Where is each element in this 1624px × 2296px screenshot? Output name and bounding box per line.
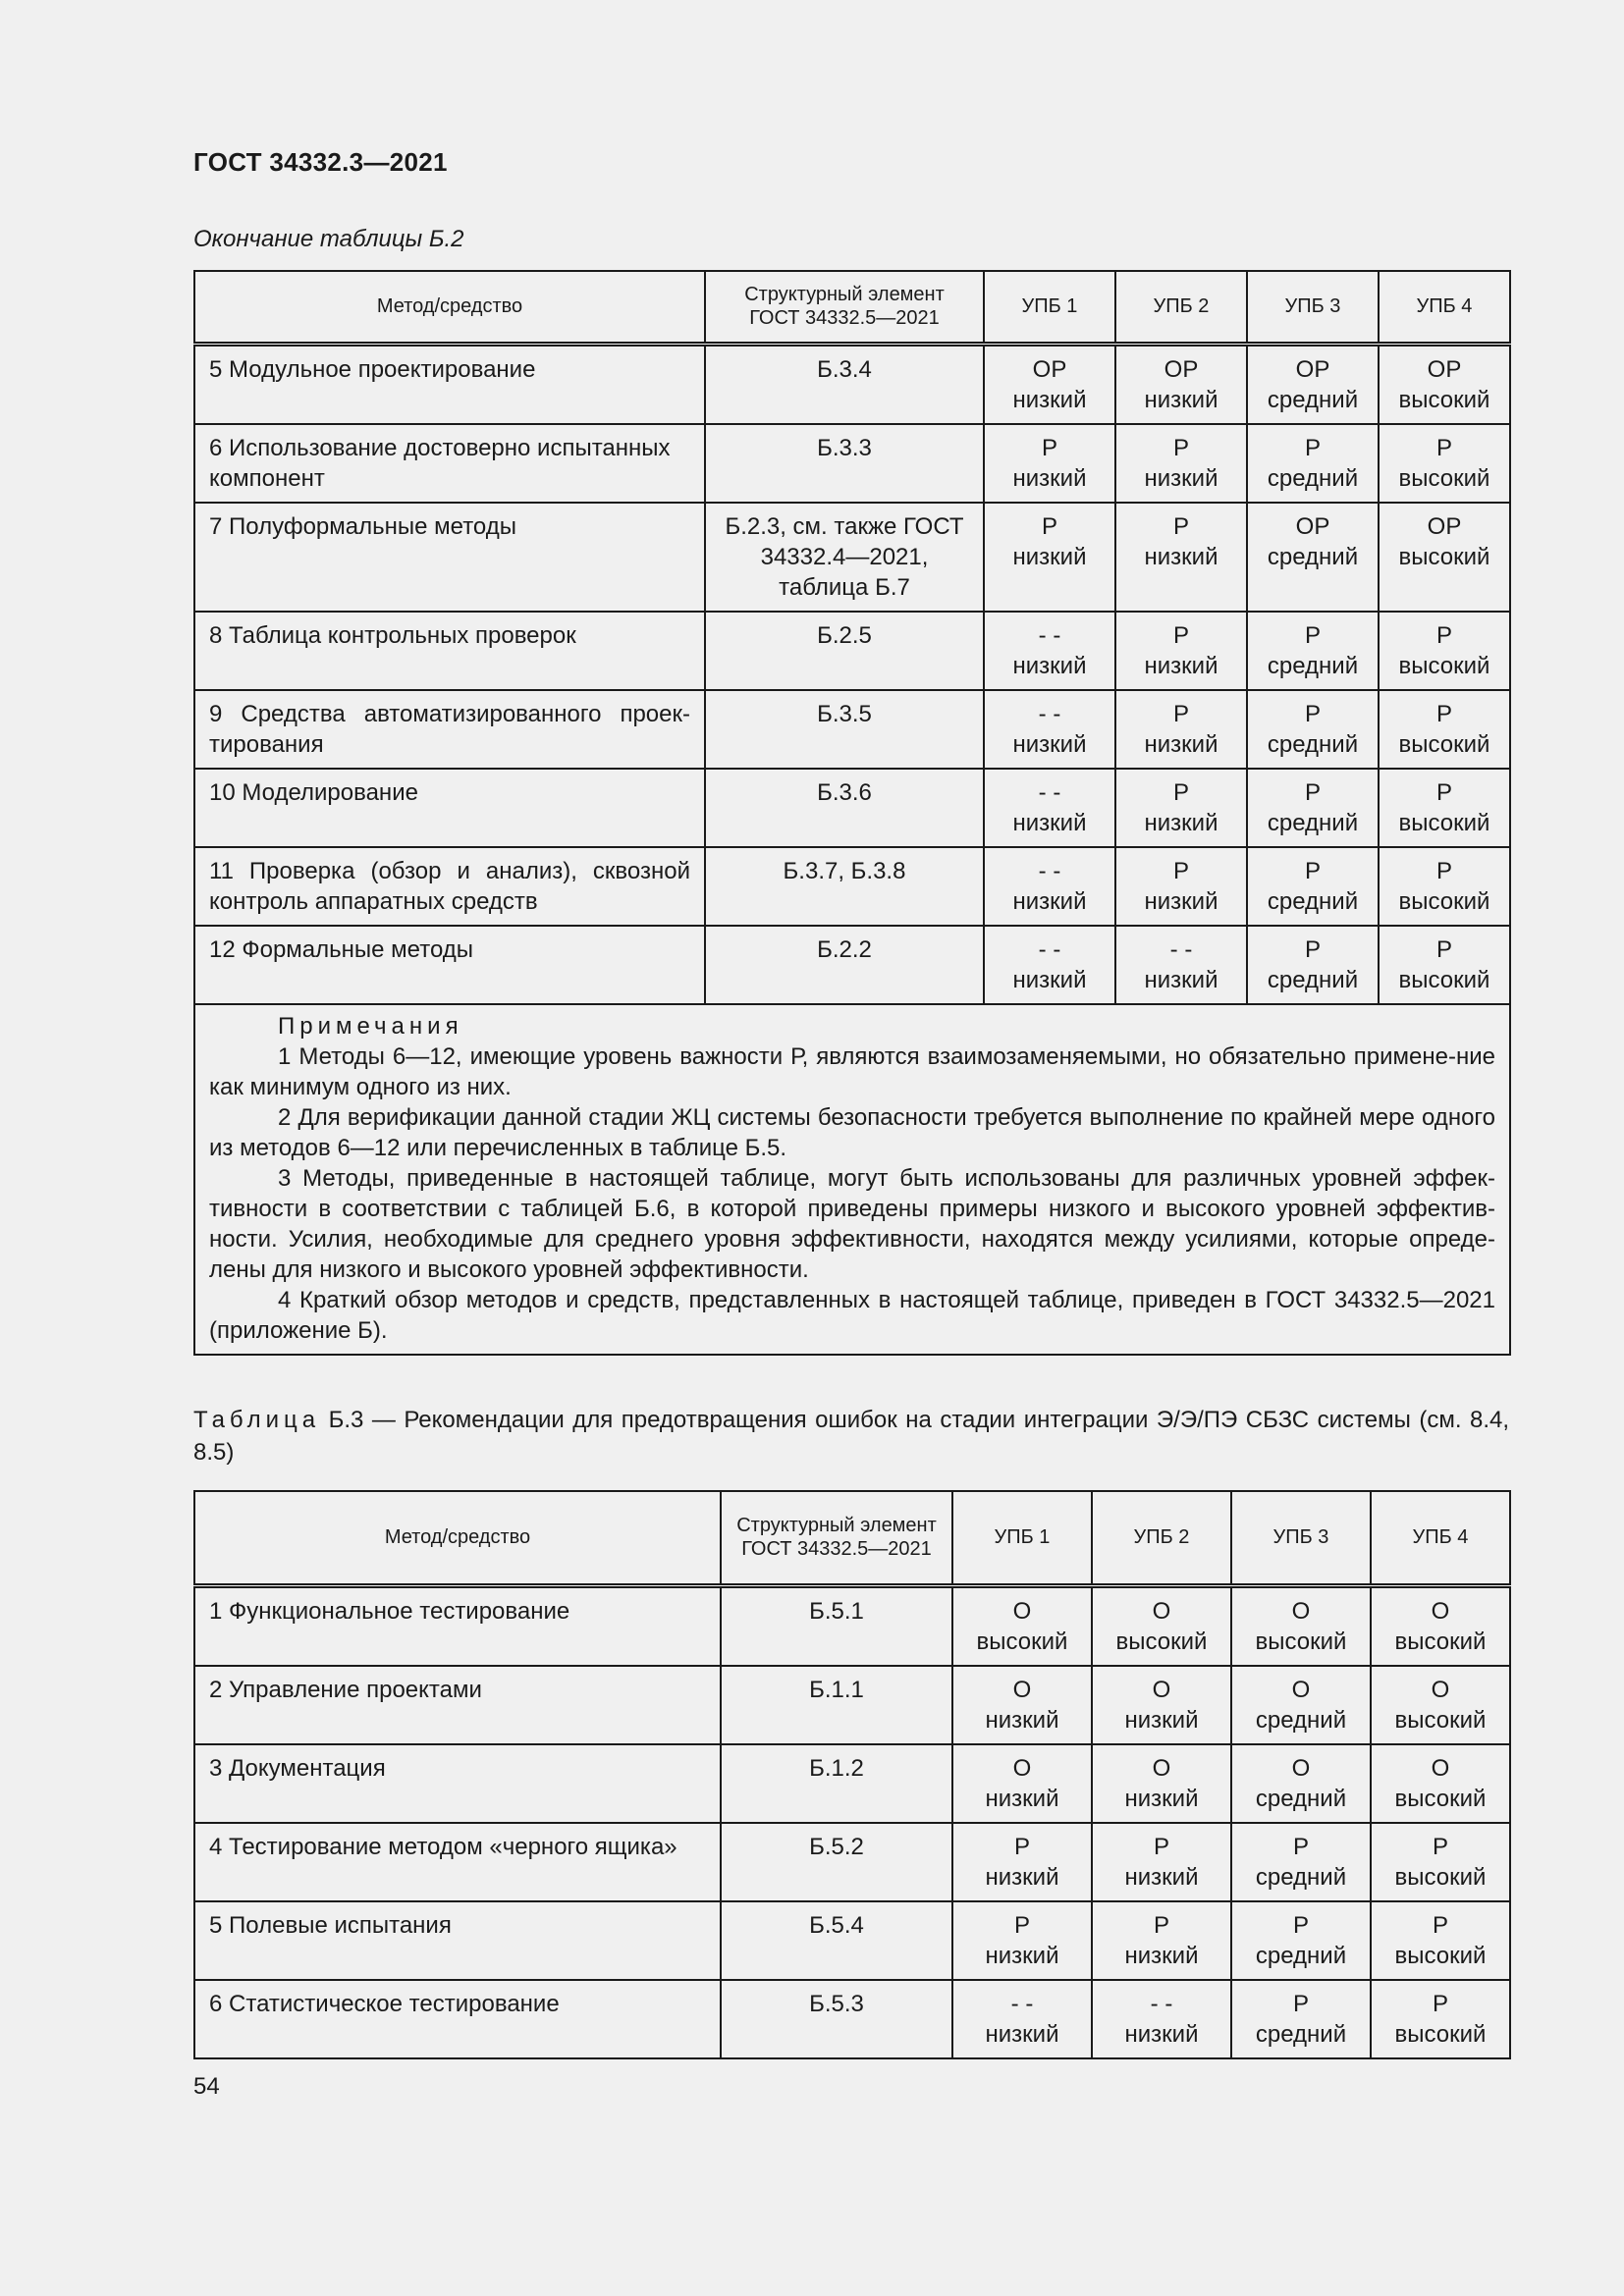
table-row: [194, 1666, 1510, 1744]
upb2-cell: [1115, 344, 1247, 424]
importance-level: Р: [1172, 700, 1189, 727]
upb3-cell: [1247, 503, 1379, 612]
importance-level: О: [1431, 1676, 1450, 1703]
upb2-cell: [1115, 847, 1247, 926]
upb1-cell: [984, 690, 1115, 769]
importance-level: О: [1291, 1597, 1311, 1625]
upb4-cell: [1379, 690, 1510, 769]
efficiency-level: высокий: [1394, 1706, 1487, 1734]
notes-row: [194, 1004, 1510, 1355]
upb2-cell: [1092, 1980, 1231, 2058]
upb2-cell: [1092, 1585, 1231, 1666]
upb4-cell: [1371, 1980, 1510, 2058]
efficiency-level: низкий: [985, 2020, 1059, 2048]
importance-level: Р: [1435, 700, 1452, 727]
efficiency-level: высокий: [1394, 1942, 1487, 1969]
upb2-cell: [1115, 690, 1247, 769]
note-item: 2 Для верификации данной стадии ЖЦ системы безопасности требуется выполнение по крайней мере одного из методов 6—12 или перечисленных в таблице Б.5.: [209, 1103, 1495, 1161]
importance-level: Р: [1435, 434, 1452, 461]
table-row: [194, 612, 1510, 690]
element-cell: Б.2.2: [705, 926, 984, 1004]
upb1-cell: [984, 926, 1115, 1004]
efficiency-level: высокий: [1398, 730, 1490, 758]
method-cell: 6 Использование достоверно испытанных компонент: [194, 424, 705, 503]
efficiency-level: высокий: [1394, 1628, 1487, 1655]
importance-level: - -: [1038, 778, 1061, 806]
upb4-cell: [1379, 769, 1510, 847]
upb3-cell: [1231, 1666, 1371, 1744]
efficiency-level: средний: [1255, 1706, 1347, 1734]
column-header-upb1: УПБ 1: [984, 271, 1115, 344]
importance-level: Р: [1304, 778, 1321, 806]
efficiency-level: низкий: [1124, 1706, 1199, 1734]
efficiency-level: средний: [1267, 543, 1359, 570]
upb3-cell: [1231, 1585, 1371, 1666]
efficiency-level: низкий: [1124, 1942, 1199, 1969]
upb1-cell: [952, 1585, 1092, 1666]
method-cell: 5 Полевые испытания: [194, 1901, 721, 1980]
upb1-cell: [984, 344, 1115, 424]
efficiency-level: средний: [1267, 887, 1359, 915]
importance-level: Р: [1304, 434, 1321, 461]
table-row: [194, 424, 1510, 503]
efficiency-level: высокий: [1398, 464, 1490, 492]
table-row: [194, 1585, 1510, 1666]
efficiency-level: средний: [1267, 464, 1359, 492]
efficiency-level: низкий: [985, 1863, 1059, 1891]
upb1-cell: [984, 424, 1115, 503]
column-header-method: Метод/средство: [194, 1491, 721, 1585]
importance-level: - -: [1038, 935, 1061, 963]
element-cell: Б.3.4: [705, 344, 984, 424]
upb4-cell: [1371, 1901, 1510, 1980]
importance-level: - -: [1010, 1990, 1034, 2017]
notes-cell: [194, 1004, 1510, 1355]
efficiency-level: средний: [1255, 1785, 1347, 1812]
column-header-upb4: УПБ 4: [1379, 271, 1510, 344]
table-row: [194, 926, 1510, 1004]
element-cell: Б.5.3: [721, 1980, 952, 2058]
importance-level: Р: [1304, 935, 1321, 963]
upb3-cell: [1247, 690, 1379, 769]
importance-level: ОР: [1032, 355, 1067, 383]
method-cell: 7 Полуформальные методы: [194, 503, 705, 612]
efficiency-level: высокий: [1398, 809, 1490, 836]
column-header-element: Структурный элемент ГОСТ 34332.5—2021: [705, 271, 984, 344]
importance-level: Р: [1435, 857, 1452, 884]
table-caption-text: Б.3 — Рекомендации для предотвращения ошибок на стадии интеграции Э/Э/ПЭ СБЗС системы (см. 8.4, 8.5): [193, 1407, 1510, 1466]
efficiency-level: средний: [1267, 809, 1359, 836]
importance-level: ОР: [1295, 355, 1330, 383]
efficiency-level: низкий: [1012, 730, 1087, 758]
table-b3: [193, 1490, 1511, 2059]
table-row: [194, 1901, 1510, 1980]
importance-level: - -: [1038, 857, 1061, 884]
importance-level: Р: [1041, 512, 1057, 540]
note-item: 3 Методы, приведенные в настоящей таблице, могут быть использованы для различных уровней эффек-тивности в соответствии с таблицей Б.6, в которой приведены примеры низкого и высокого уровней эффектив-ности. Усилия, необходимые для среднего уровня эффективности, находятся между усилиями, которые опреде-лены для низкого и высокого уровней эффективности.: [209, 1164, 1495, 1283]
upb2-cell: [1115, 424, 1247, 503]
importance-level: ОР: [1427, 512, 1462, 540]
importance-level: ОР: [1295, 512, 1330, 540]
upb2-cell: [1115, 769, 1247, 847]
upb2-cell: [1092, 1823, 1231, 1901]
importance-level: Р: [1435, 935, 1452, 963]
upb4-cell: [1379, 926, 1510, 1004]
element-cell: Б.1.1: [721, 1666, 952, 1744]
importance-level: Р: [1432, 1911, 1448, 1939]
upb4-cell: [1379, 503, 1510, 612]
importance-level: Р: [1432, 1833, 1448, 1860]
efficiency-level: высокий: [1398, 386, 1490, 413]
method-cell: 4 Тестирование методом «черного ящика»: [194, 1823, 721, 1901]
upb4-cell: [1379, 344, 1510, 424]
efficiency-level: средний: [1267, 730, 1359, 758]
table-continuation-label: Окончание таблицы Б.2: [193, 226, 464, 252]
method-cell: 10 Моделирование: [194, 769, 705, 847]
efficiency-level: низкий: [1144, 652, 1218, 679]
efficiency-level: низкий: [1144, 730, 1218, 758]
efficiency-level: низкий: [1124, 1863, 1199, 1891]
upb1-cell: [952, 1744, 1092, 1823]
importance-level: Р: [1432, 1990, 1448, 2017]
upb2-cell: [1092, 1901, 1231, 1980]
element-cell: Б.3.7, Б.3.8: [705, 847, 984, 926]
efficiency-level: средний: [1267, 966, 1359, 993]
efficiency-level: низкий: [1124, 2020, 1199, 2048]
efficiency-level: низкий: [1144, 543, 1218, 570]
importance-level: Р: [1153, 1911, 1169, 1939]
efficiency-level: средний: [1255, 1863, 1347, 1891]
importance-level: Р: [1172, 434, 1189, 461]
element-cell: Б.2.5: [705, 612, 984, 690]
efficiency-level: низкий: [1012, 652, 1087, 679]
table-row: [194, 344, 1510, 424]
efficiency-level: низкий: [1144, 887, 1218, 915]
document-header: ГОСТ 34332.3—2021: [193, 147, 448, 177]
efficiency-level: низкий: [1012, 464, 1087, 492]
method-cell: 2 Управление проектами: [194, 1666, 721, 1744]
efficiency-level: высокий: [1398, 887, 1490, 915]
efficiency-level: низкий: [985, 1785, 1059, 1812]
note-item: 1 Методы 6—12, имеющие уровень важности Р, являются взаимозаменяемыми, но обязательно примене-ние как минимум одного из них.: [209, 1042, 1495, 1100]
importance-level: Р: [1304, 621, 1321, 649]
importance-level: О: [1152, 1676, 1171, 1703]
method-cell: 12 Формальные методы: [194, 926, 705, 1004]
table-row: [194, 1823, 1510, 1901]
table-row: [194, 1744, 1510, 1823]
column-header-upb1: УПБ 1: [952, 1491, 1092, 1585]
efficiency-level: высокий: [976, 1628, 1068, 1655]
upb1-cell: [984, 847, 1115, 926]
importance-level: Р: [1292, 1833, 1309, 1860]
table-row: [194, 503, 1510, 612]
efficiency-level: высокий: [1115, 1628, 1208, 1655]
method-cell: 9 Средства автоматизированного проек-тирования: [194, 690, 705, 769]
importance-level: О: [1431, 1754, 1450, 1782]
efficiency-level: высокий: [1255, 1628, 1347, 1655]
efficiency-level: низкий: [1012, 887, 1087, 915]
importance-level: - -: [1169, 935, 1193, 963]
upb4-cell: [1379, 612, 1510, 690]
table-row: [194, 1980, 1510, 2058]
method-cell: 6 Статистическое тестирование: [194, 1980, 721, 2058]
importance-level: Р: [1435, 778, 1452, 806]
importance-level: О: [1012, 1676, 1032, 1703]
upb1-cell: [984, 769, 1115, 847]
importance-level: Р: [1041, 434, 1057, 461]
importance-level: Р: [1172, 778, 1189, 806]
importance-level: Р: [1013, 1833, 1030, 1860]
element-cell: Б.3.6: [705, 769, 984, 847]
column-header-upb2: УПБ 2: [1092, 1491, 1231, 1585]
importance-level: О: [1152, 1754, 1171, 1782]
efficiency-level: низкий: [1144, 809, 1218, 836]
importance-level: О: [1291, 1676, 1311, 1703]
table-row: [194, 690, 1510, 769]
efficiency-level: высокий: [1394, 1863, 1487, 1891]
upb1-cell: [952, 1823, 1092, 1901]
importance-level: Р: [1304, 857, 1321, 884]
upb3-cell: [1247, 612, 1379, 690]
importance-level: ОР: [1427, 355, 1462, 383]
importance-level: Р: [1172, 857, 1189, 884]
element-cell: Б.3.5: [705, 690, 984, 769]
upb2-cell: [1092, 1666, 1231, 1744]
efficiency-level: низкий: [1012, 543, 1087, 570]
importance-level: О: [1012, 1597, 1032, 1625]
column-header-upb4: УПБ 4: [1371, 1491, 1510, 1585]
upb4-cell: [1371, 1666, 1510, 1744]
table-row: [194, 769, 1510, 847]
method-cell: 8 Таблица контрольных проверок: [194, 612, 705, 690]
method-cell: 3 Документация: [194, 1744, 721, 1823]
efficiency-level: низкий: [1144, 464, 1218, 492]
column-header-method: Метод/средство: [194, 271, 705, 344]
importance-level: О: [1431, 1597, 1450, 1625]
importance-level: Р: [1013, 1911, 1030, 1939]
column-header-upb2: УПБ 2: [1115, 271, 1247, 344]
upb2-cell: [1115, 612, 1247, 690]
upb4-cell: [1379, 424, 1510, 503]
element-cell: Б.1.2: [721, 1744, 952, 1823]
importance-level: - -: [1038, 621, 1061, 649]
upb3-cell: [1247, 926, 1379, 1004]
efficiency-level: высокий: [1398, 966, 1490, 993]
upb1-cell: [984, 503, 1115, 612]
column-header-upb3: УПБ 3: [1231, 1491, 1371, 1585]
method-cell: 11 Проверка (обзор и анализ), сквозной контроль аппаратных средств: [194, 847, 705, 926]
importance-level: Р: [1435, 621, 1452, 649]
upb2-cell: [1115, 503, 1247, 612]
note-item: 4 Краткий обзор методов и средств, представленных в настоящей таблице, приведен в ГОСТ 34332.5—2021 (приложение Б).: [209, 1286, 1495, 1344]
efficiency-level: низкий: [1012, 386, 1087, 413]
element-cell: Б.5.2: [721, 1823, 952, 1901]
upb3-cell: [1247, 769, 1379, 847]
efficiency-level: низкий: [1144, 966, 1218, 993]
efficiency-level: низкий: [985, 1706, 1059, 1734]
upb1-cell: [952, 1901, 1092, 1980]
importance-level: - -: [1150, 1990, 1173, 2017]
column-header-element: Структурный элемент ГОСТ 34332.5—2021: [721, 1491, 952, 1585]
efficiency-level: высокий: [1394, 1785, 1487, 1812]
importance-level: Р: [1172, 621, 1189, 649]
upb4-cell: [1371, 1585, 1510, 1666]
importance-level: О: [1291, 1754, 1311, 1782]
table-caption-label: Таблица: [193, 1407, 321, 1433]
method-cell: 5 Модульное проектирование: [194, 344, 705, 424]
page-number: 54: [193, 2073, 220, 2100]
upb4-cell: [1379, 847, 1510, 926]
efficiency-level: средний: [1267, 386, 1359, 413]
upb3-cell: [1231, 1980, 1371, 2058]
notes-title: Примечания: [278, 1012, 463, 1040]
upb3-cell: [1247, 847, 1379, 926]
importance-level: ОР: [1164, 355, 1199, 383]
upb3-cell: [1231, 1744, 1371, 1823]
importance-level: Р: [1292, 1911, 1309, 1939]
upb2-cell: [1092, 1744, 1231, 1823]
table-b2: [193, 270, 1511, 1356]
upb3-cell: [1231, 1901, 1371, 1980]
method-cell: 1 Функциональное тестирование: [194, 1585, 721, 1666]
table-row: [194, 847, 1510, 926]
efficiency-level: средний: [1255, 2020, 1347, 2048]
importance-level: О: [1012, 1754, 1032, 1782]
upb4-cell: [1371, 1823, 1510, 1901]
upb1-cell: [952, 1666, 1092, 1744]
upb3-cell: [1231, 1823, 1371, 1901]
importance-level: - -: [1038, 700, 1061, 727]
upb3-cell: [1247, 344, 1379, 424]
efficiency-level: высокий: [1394, 2020, 1487, 2048]
upb1-cell: [984, 612, 1115, 690]
importance-level: Р: [1172, 512, 1189, 540]
upb2-cell: [1115, 926, 1247, 1004]
efficiency-level: низкий: [1012, 809, 1087, 836]
efficiency-level: низкий: [1124, 1785, 1199, 1812]
element-cell: Б.5.4: [721, 1901, 952, 1980]
element-cell: Б.3.3: [705, 424, 984, 503]
importance-level: О: [1152, 1597, 1171, 1625]
importance-level: Р: [1292, 1990, 1309, 2017]
upb4-cell: [1371, 1744, 1510, 1823]
upb1-cell: [952, 1980, 1092, 2058]
efficiency-level: низкий: [1144, 386, 1218, 413]
element-cell: Б.5.1: [721, 1585, 952, 1666]
element-cell: Б.2.3, см. также ГОСТ 34332.4—2021, таблица Б.7: [705, 503, 984, 612]
column-header-upb3: УПБ 3: [1247, 271, 1379, 344]
efficiency-level: высокий: [1398, 543, 1490, 570]
importance-level: Р: [1304, 700, 1321, 727]
importance-level: Р: [1153, 1833, 1169, 1860]
efficiency-level: высокий: [1398, 652, 1490, 679]
table-b3-caption: [193, 1404, 1509, 1468]
efficiency-level: средний: [1267, 652, 1359, 679]
upb3-cell: [1247, 424, 1379, 503]
efficiency-level: низкий: [1012, 966, 1087, 993]
efficiency-level: средний: [1255, 1942, 1347, 1969]
efficiency-level: низкий: [985, 1942, 1059, 1969]
